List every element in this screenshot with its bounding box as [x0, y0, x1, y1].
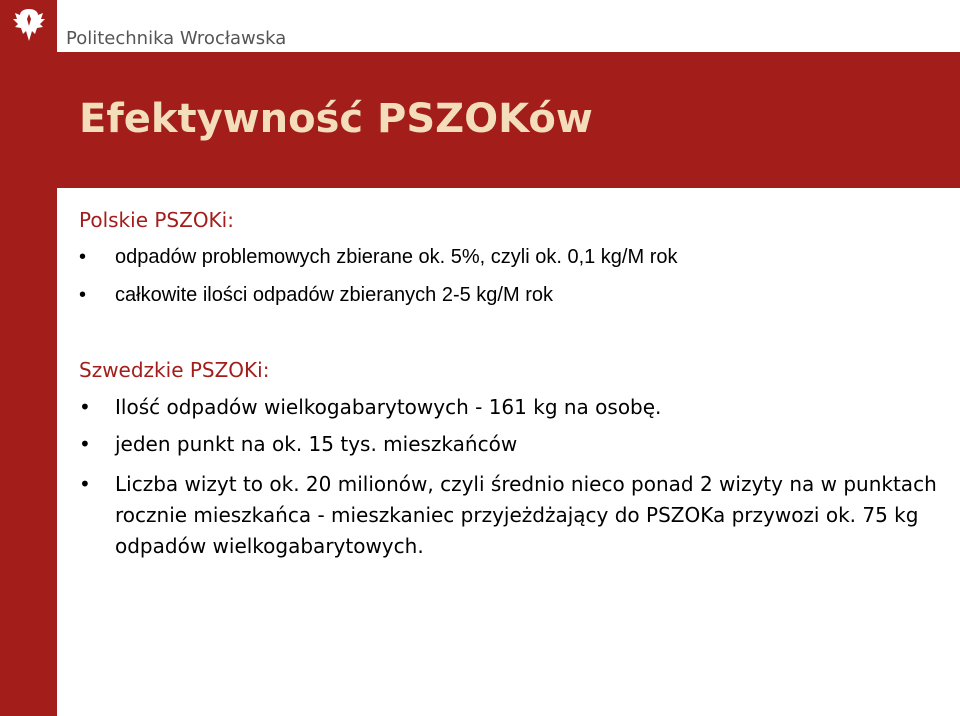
- slide-title: Efektywność PSZOKów: [79, 96, 593, 142]
- bullet-icon: •: [79, 284, 87, 306]
- list-item: • Liczba wizyt to ok. 20 milionów, czyli średnio nieco ponad 2 wizyty na w punktach rocznie mieszkańca - mieszkaniec przyjeżdżający do PSZOKa przywozi ok. 75 kg odpadów wielkogabarytowych.: [79, 469, 939, 562]
- section-heading-swedish: Szwedzkie PSZOKi:: [79, 358, 270, 382]
- list-item: • odpadów problemowych zbierane ok. 5%, czyli ok. 0,1 kg/M rok: [79, 246, 678, 268]
- eagle-crest-icon: [11, 6, 47, 46]
- list-item: • jeden punkt na ok. 15 tys. mieszkańców: [79, 429, 939, 460]
- bullet-icon: •: [79, 432, 91, 456]
- bullet-icon: •: [79, 395, 91, 419]
- section-heading-polish: Polskie PSZOKi:: [79, 208, 234, 232]
- title-band: [57, 52, 960, 188]
- org-name: Politechnika Wrocławska: [66, 28, 287, 49]
- list-item: • całkowite ilości odpadów zbieranych 2-5 kg/M rok: [79, 284, 553, 306]
- slide-content: [57, 188, 960, 716]
- logo: [0, 0, 57, 52]
- left-band: [0, 52, 57, 716]
- list-item: • Ilość odpadów wielkogabarytowych - 161 kg na osobę.: [79, 392, 939, 423]
- bullet-icon: •: [79, 472, 91, 496]
- bullet-icon: •: [79, 246, 87, 268]
